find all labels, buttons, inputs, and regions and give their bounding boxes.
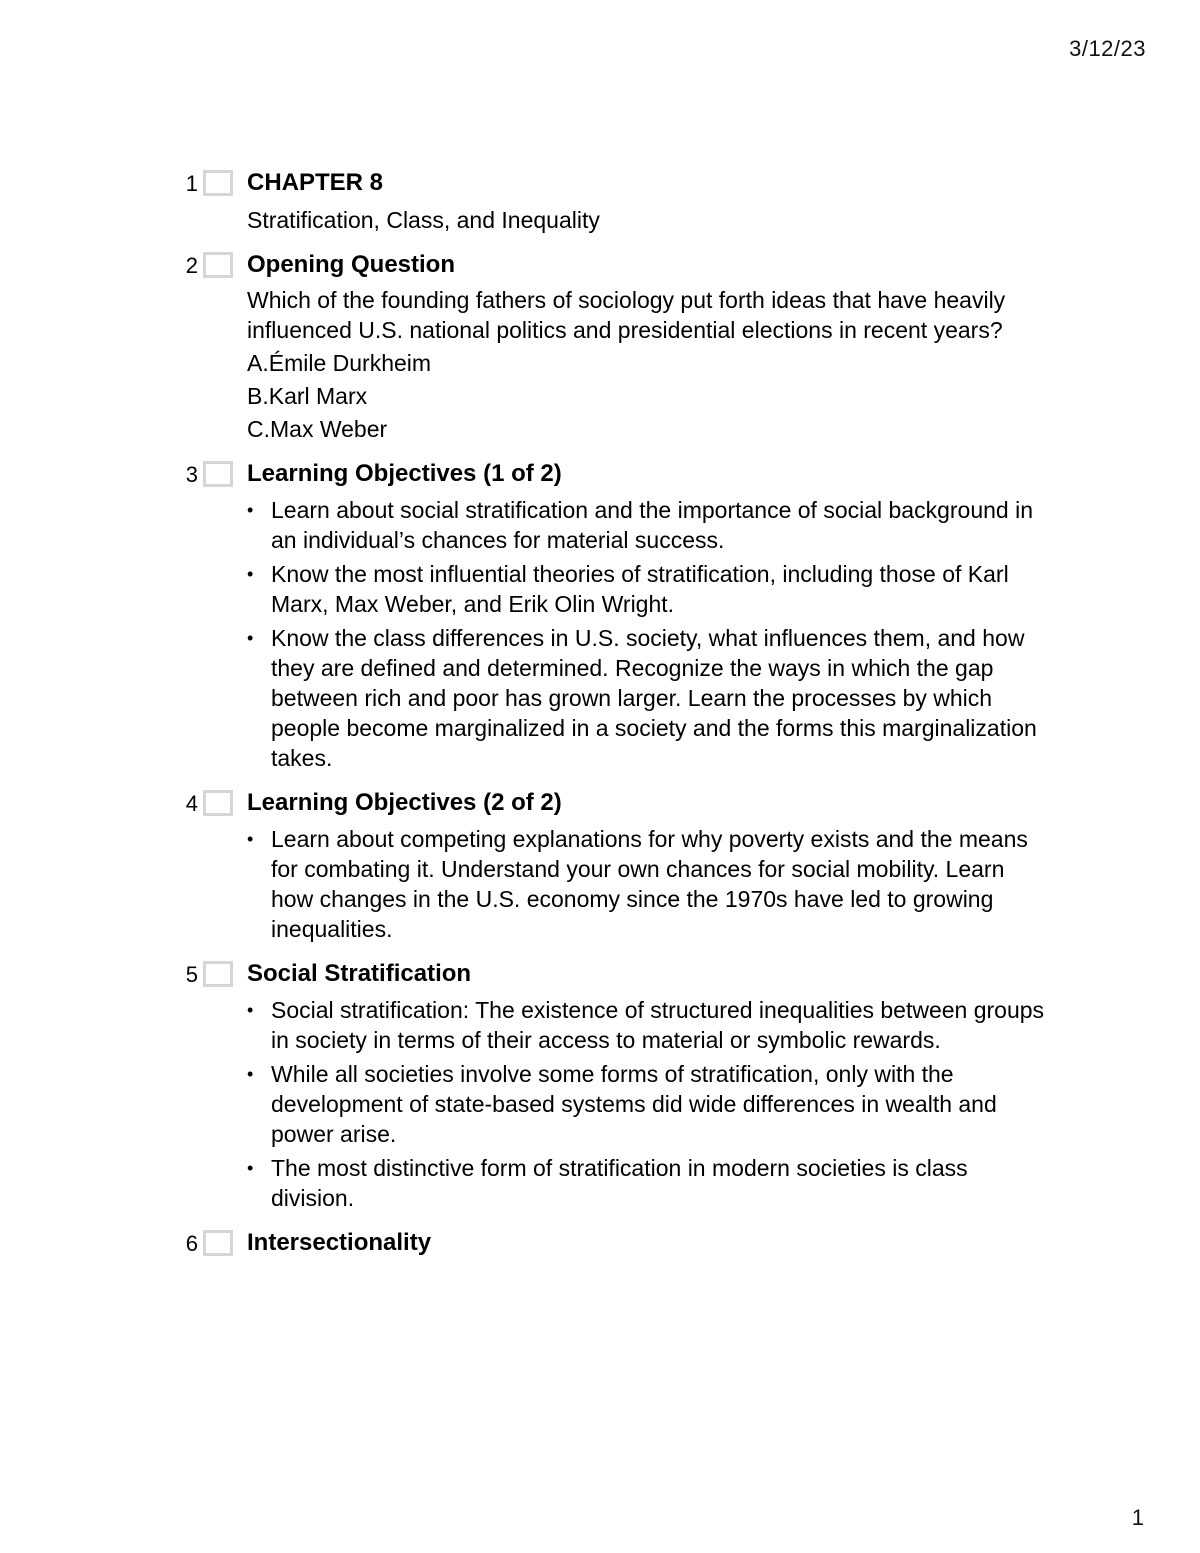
bullet-text: Learn about competing explanations for why poverty exists and the means for combating it. Understand your own chances for social mobility. Learn how changes in the U.S. economy since the 1970s have led to growing inequalities.	[271, 826, 1028, 942]
bullet-text: Social stratification: The existence of structured inequalities between groups in society in terms of their access to material or symbolic rewards.	[271, 997, 1045, 1053]
slide-title: CHAPTER 8	[247, 169, 384, 196]
bullet-item	[247, 623, 1047, 773]
bullet-icon: •	[247, 500, 254, 520]
slide-content	[247, 787, 1047, 944]
slide-entry-6	[0, 1227, 1200, 1259]
bullet-icon: •	[247, 1158, 254, 1178]
slide-entry-4	[0, 787, 1200, 944]
slide-content	[247, 249, 1047, 444]
slide-thumbnail	[203, 170, 233, 196]
slide-number: 6	[185, 1231, 198, 1256]
slide-number: 4	[185, 791, 198, 816]
bullet-icon: •	[247, 1064, 254, 1084]
bullet-item	[247, 1153, 1047, 1213]
bullet-item	[247, 995, 1047, 1055]
bullet-item	[247, 1059, 1047, 1149]
bullet-icon: •	[247, 1000, 254, 1020]
slide-content	[247, 1227, 1047, 1259]
bullet-text: Know the most influential theories of stratification, including those of Karl Marx, Max Weber, and Erik Olin Wright.	[271, 561, 1009, 617]
bullet-icon: •	[247, 628, 254, 648]
question-text: Which of the founding fathers of sociology put forth ideas that have heavily influenced U.S. national politics and presidential elections in recent years?	[247, 287, 1006, 343]
bullet-text: While all societies involve some forms of stratification, only with the development of state-based systems did wide differences in wealth and power arise.	[271, 1061, 997, 1147]
slide-entry-5	[0, 958, 1200, 1213]
slide-number: 1	[185, 171, 198, 196]
bullet-item	[247, 559, 1047, 619]
bullet-item	[247, 495, 1047, 555]
answer-option: B.Karl Marx	[247, 383, 368, 409]
slide-thumbnail	[203, 252, 233, 278]
slide-title: Opening Question	[247, 251, 455, 278]
header-date: 3/12/23	[1069, 36, 1146, 61]
bullet-item	[247, 824, 1047, 944]
bullet-icon: •	[247, 829, 254, 849]
bullet-text: The most distinctive form of stratification in modern societies is class division.	[271, 1155, 968, 1211]
slide-title: Social Stratification	[247, 960, 472, 987]
slide-title: Learning Objectives (2 of 2)	[247, 789, 562, 816]
slide-notes-list	[0, 167, 1200, 1273]
slide-content	[247, 458, 1047, 773]
slide-content	[247, 958, 1047, 1213]
bullet-list	[247, 995, 1047, 1213]
slide-number: 3	[185, 462, 198, 487]
slide-subtitle: Stratification, Class, and Inequality	[247, 207, 600, 233]
page-number: 1	[1131, 1505, 1144, 1530]
answer-option: A.Émile Durkheim	[247, 350, 432, 376]
slide-entry-1	[0, 167, 1200, 235]
slide-entry-2	[0, 249, 1200, 444]
bullet-list	[247, 495, 1047, 773]
slide-title: Intersectionality	[247, 1229, 432, 1256]
slide-number: 2	[185, 253, 198, 278]
slide-title: Learning Objectives (1 of 2)	[247, 460, 562, 487]
bullet-icon: •	[247, 564, 254, 584]
slide-thumbnail	[203, 961, 233, 987]
bullet-list	[247, 824, 1047, 944]
slide-number: 5	[185, 962, 198, 987]
slide-thumbnail	[203, 790, 233, 816]
bullet-text: Learn about social stratification and the importance of social background in an individual’s chances for material success.	[271, 497, 1034, 553]
slide-content	[247, 167, 1047, 235]
bullet-text: Know the class differences in U.S. society, what influences them, and how they are defined and determined. Recognize the ways in which the gap between rich and poor has grown larger. Learn the processes by which people become marginalized in a society and the forms this marginalization takes.	[271, 625, 1037, 771]
slide-thumbnail	[203, 461, 233, 487]
slide-thumbnail	[203, 1230, 233, 1256]
answer-option: C.Max Weber	[247, 416, 388, 442]
slide-entry-3	[0, 458, 1200, 773]
